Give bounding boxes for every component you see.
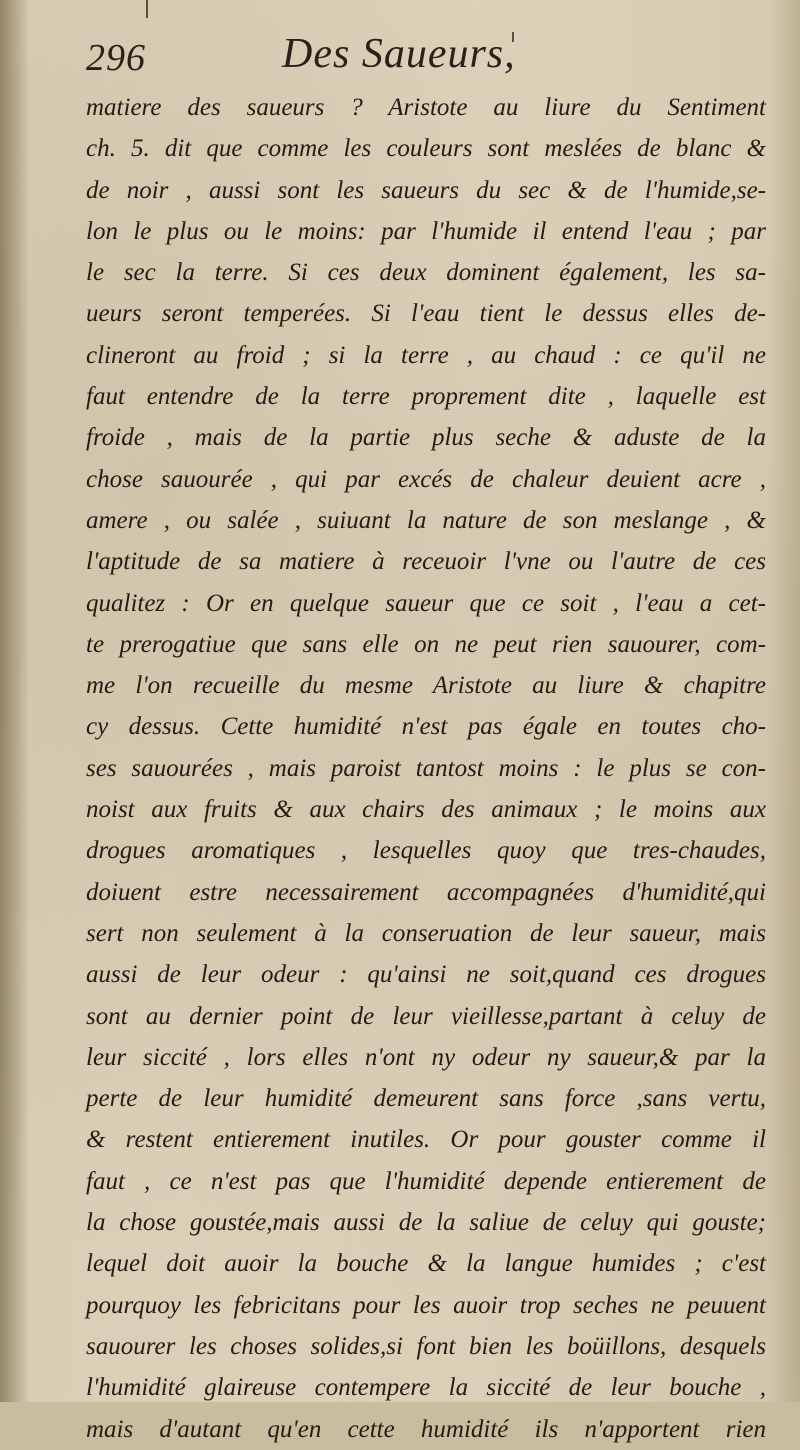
text-line: froide , mais de la partie plus seche & aduste de la xyxy=(86,424,766,452)
text-line: cy dessus. Cette humidité n'est pas égale en toutes cho- xyxy=(86,713,766,741)
text-line: qualitez : Or en quelque saueur que ce soit , l'eau a cet- xyxy=(86,589,766,617)
text-line: matiere des saueurs ? Aristote au liure du Sentiment xyxy=(86,94,766,121)
text-line: l'humidité glaireuse contempere la siccité de leur bouche , xyxy=(86,1374,766,1402)
text-line: sauourer les choses solides,si font bien les boüillons, desquels xyxy=(86,1332,766,1360)
text-line: drogues aromatiques , lesquelles quoy que tres-chaudes, xyxy=(86,837,766,865)
text-line: me l'on recueille du mesme Aristote au liure & chapitre xyxy=(86,672,766,700)
text-line: chose sauourée , qui par excés de chaleur deuient acre , xyxy=(86,465,766,493)
top-margin-mark xyxy=(146,0,148,18)
text-line: pourquoy les febricitans pour les auoir trop seches ne peuuent xyxy=(86,1291,766,1319)
text-line: l'aptitude de sa matiere à receuoir l'vne ou l'autre de ces xyxy=(86,548,766,576)
text-line: leur siccité , lors elles n'ont ny odeur ny saueur,& par la xyxy=(86,1043,766,1071)
text-line: mais d'autant qu'en cette humidité ils n'apportent rien xyxy=(86,1415,766,1443)
text-line: sont au dernier point de leur vieillesse,partant à celuy de xyxy=(86,1002,766,1030)
text-line: te prerogatiue que sans elle on ne peut rien sauourer, com- xyxy=(86,630,766,658)
text-line: de noir , aussi sont les saueurs du sec & de l'humide,se- xyxy=(86,176,766,204)
page-header xyxy=(86,30,766,86)
running-title: Des Saueurs, xyxy=(282,31,516,77)
text-line: ch. 5. dit que comme les couleurs sont meslées de blanc & xyxy=(86,135,766,163)
gutter-shadow xyxy=(0,0,30,1402)
text-line: noist aux fruits & aux chairs des animaux ; le moins aux xyxy=(86,796,766,824)
body-text xyxy=(86,87,766,1450)
text-line: aussi de leur odeur : qu'ainsi ne soit,quand ces drogues xyxy=(86,961,766,989)
text-line: & restent entierement inutiles. Or pour gouster comme il xyxy=(86,1126,766,1154)
text-line: doiuent estre necessairement accompagnées d'humidité,qui xyxy=(86,878,766,906)
text-line: lon le plus ou le moins: par l'humide il entend l'eau ; par xyxy=(86,217,766,245)
text-line: clineront au froid ; si la terre , au chaud : ce qu'il ne xyxy=(86,341,766,369)
text-line: faut , ce n'est pas que l'humidité depende entierement de xyxy=(86,1167,766,1195)
text-line: la chose goustée,mais aussi de la saliue de celuy qui gouste; xyxy=(86,1209,766,1237)
text-line: faut entendre de la terre proprement dite , laquelle est xyxy=(86,383,766,411)
page-number: 296 xyxy=(86,37,146,79)
text-line: ueurs seront temperées. Si l'eau tient le dessus elles de- xyxy=(86,300,766,328)
text-line: lequel doit auoir la bouche & la langue humides ; c'est xyxy=(86,1250,766,1278)
text-line: perte de leur humidité demeurent sans force ,sans vertu, xyxy=(86,1085,766,1113)
text-line: ses sauourées , mais paroist tantost moins : le plus se con- xyxy=(86,754,766,782)
text-line: sert non seulement à la conseruation de leur saueur, mais xyxy=(86,919,766,947)
text-line: le sec la terre. Si ces deux dominent également, les sa- xyxy=(86,259,766,287)
text-line: amere , ou salée , suiuant la nature de son meslange , & xyxy=(86,506,766,534)
